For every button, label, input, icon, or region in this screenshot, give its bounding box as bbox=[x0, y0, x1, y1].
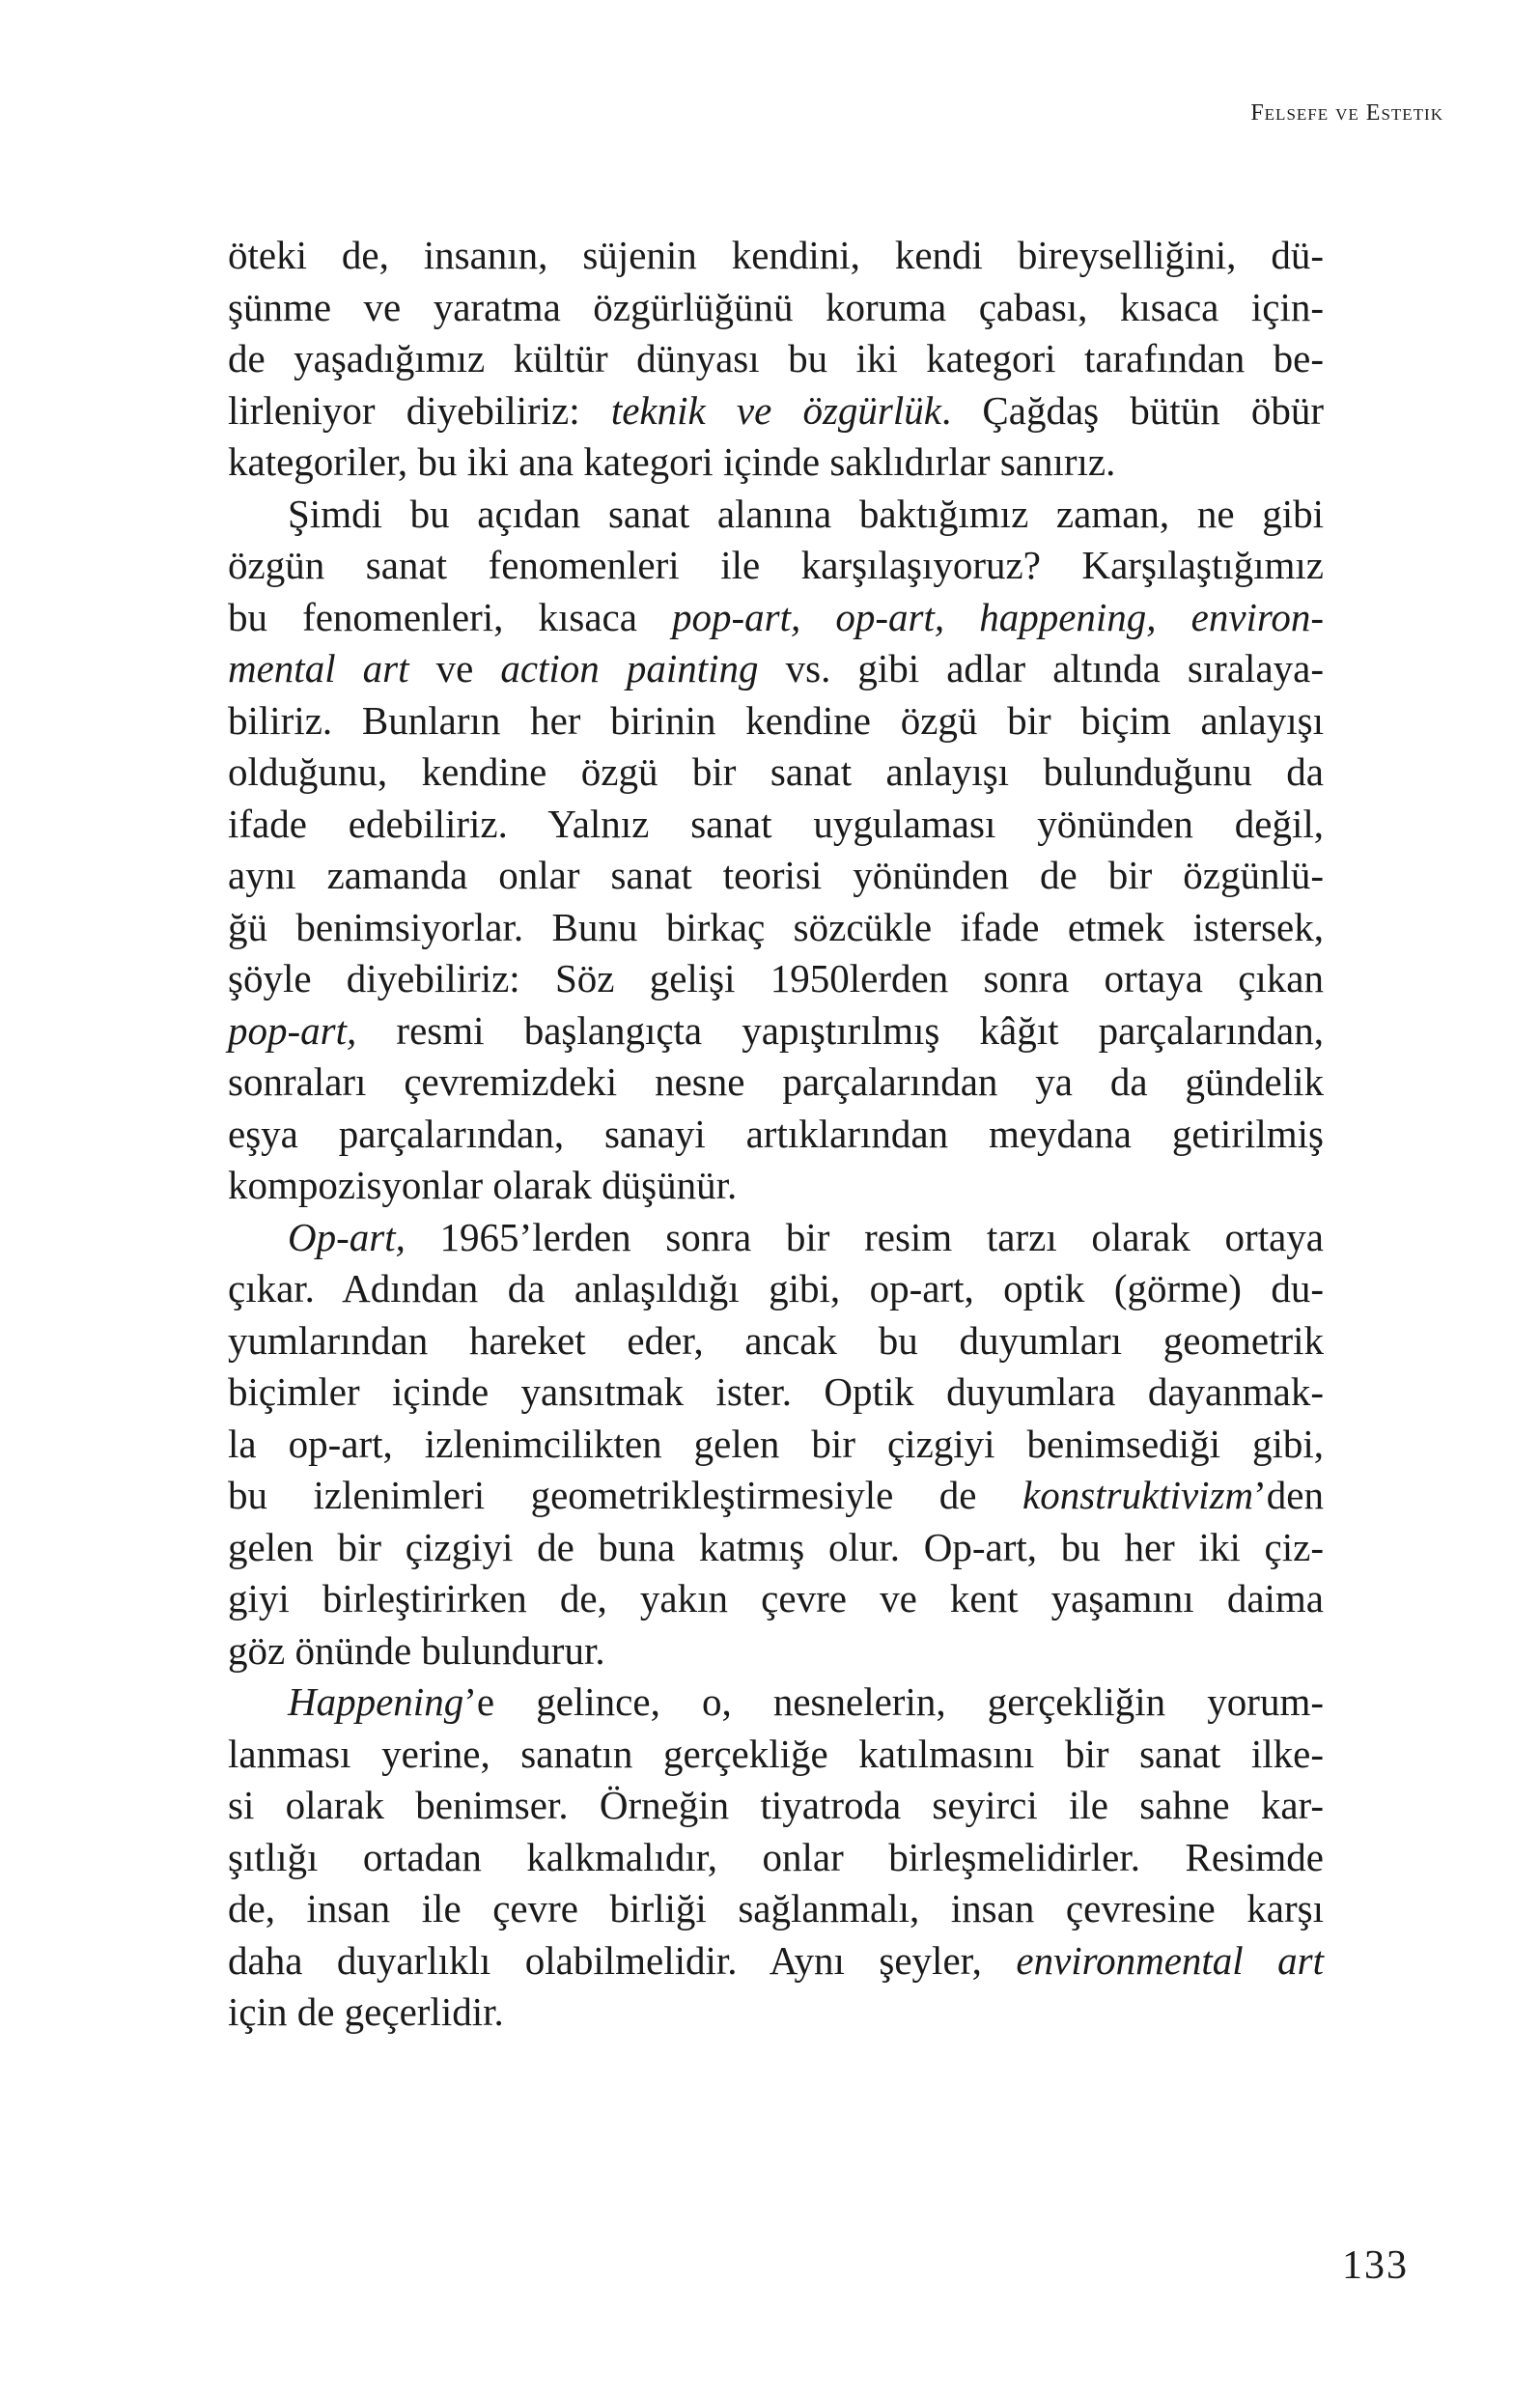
text-run: göz önünde bulundurur. bbox=[228, 1627, 605, 1673]
text-run: çıkar. Adından da anlaşıldığı gibi, op-art, optik (görme) du- bbox=[228, 1266, 1324, 1311]
text-line bbox=[228, 282, 1324, 334]
text-run: şıtlığı ortadan kalkmalıdır, onlar birleşmelidirler. Resimde bbox=[228, 1834, 1324, 1879]
text-run: resmi başlangıçta yapıştırılmış kâğıt parçalarından, bbox=[356, 1007, 1324, 1053]
text-line bbox=[228, 1935, 1324, 1987]
text-line bbox=[228, 1625, 1324, 1677]
text-run: daha duyarlıklı olabilmelidir. Aynı şeyler, bbox=[228, 1937, 1017, 1983]
text-run: lanması yerine, sanatın gerçekliğe katılmasını bir sanat ilke- bbox=[228, 1731, 1324, 1776]
text-line bbox=[228, 1677, 1324, 1729]
paragraph bbox=[228, 230, 1324, 489]
text-line bbox=[228, 1160, 1324, 1212]
text-line bbox=[228, 1419, 1324, 1471]
italic-term: action painting bbox=[500, 646, 759, 691]
text-run: şöyle diyebiliriz: Söz gelişi 1950lerden sonra ortaya çıkan bbox=[228, 956, 1324, 1001]
text-line bbox=[228, 747, 1324, 799]
text-run: aynı zamanda onlar sanat teorisi yönünden de bir özgünlü- bbox=[228, 853, 1324, 897]
text-line bbox=[228, 643, 1324, 695]
text-run: öteki de, insanın, süjenin kendini, kendi bireyselliğini, dü- bbox=[228, 233, 1324, 277]
text-line bbox=[228, 1470, 1324, 1522]
text-run: yumlarından hareket eder, ancak bu duyumları geometrik bbox=[228, 1317, 1324, 1363]
text-line bbox=[228, 1005, 1324, 1057]
text-line bbox=[228, 1573, 1324, 1625]
italic-term: pop-art, op-art, happening, environ- bbox=[672, 594, 1325, 639]
text-line bbox=[228, 437, 1324, 489]
running-head-title: Felsefe ve Estetik bbox=[1250, 100, 1443, 126]
text-line bbox=[228, 1367, 1324, 1419]
text-run: bu izlenimleri geometrikleştirmesiyle de bbox=[228, 1473, 1022, 1517]
italic-term: environmental art bbox=[1016, 1937, 1324, 1983]
text-run: özgün sanat fenomenleri ile karşılaşıyoruz? Karşılaştığımız bbox=[228, 543, 1324, 587]
text-run: giyi birleştirirken de, yakın çevre ve kent yaşamını daima bbox=[228, 1576, 1324, 1621]
text-line bbox=[228, 540, 1324, 592]
text-run: biçimler içinde yansıtmak ister. Optik duyumlara dayanmak- bbox=[228, 1369, 1324, 1414]
text-run: bu fenomenleri, kısaca bbox=[228, 594, 673, 639]
text-run: olduğunu, kendine özgü bir sanat anlayışı bulunduğunu da bbox=[228, 749, 1324, 794]
text-run: 1965’lerden sonra bir resim tarzı olarak ortaya bbox=[405, 1214, 1324, 1259]
text-line bbox=[228, 1522, 1324, 1574]
italic-term: pop-art, bbox=[228, 1007, 357, 1053]
text-line bbox=[228, 799, 1324, 851]
text-run: la op-art, izlenimcilikten gelen bir çizgiyi benimsediği gibi, bbox=[228, 1421, 1324, 1466]
italic-term: Op-art, bbox=[288, 1214, 406, 1259]
text-run: ’e gelince, o, nesnelerin, gerçekliğin yorum- bbox=[463, 1679, 1324, 1724]
text-line bbox=[228, 1212, 1324, 1264]
italic-term: teknik ve özgürlük bbox=[610, 387, 941, 433]
text-line bbox=[228, 1832, 1324, 1884]
text-run: lirleniyor diyebiliriz: bbox=[228, 387, 611, 433]
text-line bbox=[228, 902, 1324, 954]
text-run: ğü benimsiyorlar. Bunu birkaç sözcükle ifade etmek istersek, bbox=[228, 904, 1324, 949]
text-run: kompozisyonlar olarak düşünür. bbox=[228, 1163, 738, 1207]
text-line bbox=[228, 333, 1324, 385]
text-line bbox=[228, 1109, 1324, 1161]
paragraph bbox=[228, 1212, 1324, 1677]
text-line bbox=[228, 953, 1324, 1005]
text-line bbox=[228, 1729, 1324, 1781]
text-run: ifade edebiliriz. Yalnız sanat uygulaması yönünden değil, bbox=[228, 801, 1324, 846]
text-run: si olarak benimser. Örneğin tiyatroda seyirci ile sahne kar- bbox=[228, 1783, 1324, 1827]
paragraph bbox=[228, 489, 1324, 1212]
text-line bbox=[228, 850, 1324, 902]
text-line bbox=[228, 230, 1324, 282]
text-run: şünme ve yaratma özgürlüğünü koruma çabası, kısaca için- bbox=[228, 284, 1324, 329]
body-text bbox=[228, 230, 1324, 2039]
italic-term: konstruktivizm bbox=[1022, 1473, 1254, 1517]
text-run: kategoriler, bu iki ana kategori içinde saklıdırlar sanırız. bbox=[228, 439, 1116, 484]
text-run: eşya parçalarından, sanayi artıklarından meydana getirilmiş bbox=[228, 1111, 1324, 1156]
italic-term: mental art bbox=[228, 646, 409, 691]
text-run: Şimdi bu açıdan sanat alanına baktığımız zaman, ne gibi bbox=[288, 491, 1324, 536]
text-run: vs. gibi adlar altında sıralaya- bbox=[758, 646, 1324, 691]
text-line bbox=[228, 1883, 1324, 1935]
text-line bbox=[228, 1987, 1324, 2039]
text-run: . Çağdaş bütün öbür bbox=[940, 387, 1324, 433]
text-line bbox=[228, 1263, 1324, 1315]
text-line bbox=[228, 489, 1324, 541]
paragraph bbox=[228, 1677, 1324, 2039]
text-run: gelen bir çizgiyi de buna katmış olur. Op-art, bu her iki çiz- bbox=[228, 1524, 1324, 1569]
text-line bbox=[228, 695, 1324, 747]
text-line bbox=[228, 1315, 1324, 1367]
text-run: için de geçerlidir. bbox=[228, 1989, 504, 2034]
text-run: ve bbox=[408, 646, 501, 691]
text-run: de, insan ile çevre birliği sağlanmalı, insan çevresine karşı bbox=[228, 1886, 1324, 1931]
text-run: biliriz. Bunların her birinin kendine özgü bir biçim anlayışı bbox=[228, 697, 1324, 743]
text-line bbox=[228, 592, 1324, 644]
text-run: de yaşadığımız kültür dünyası bu iki kategori tarafından be- bbox=[228, 336, 1324, 381]
italic-term: Happening bbox=[288, 1679, 464, 1724]
text-run: sonraları çevremizdeki nesne parçalarından ya da gündelik bbox=[228, 1059, 1324, 1104]
text-line bbox=[228, 385, 1324, 437]
page-number: 133 bbox=[1342, 2243, 1409, 2288]
text-run: ’den bbox=[1253, 1473, 1324, 1517]
text-line bbox=[228, 1780, 1324, 1832]
text-line bbox=[228, 1057, 1324, 1109]
